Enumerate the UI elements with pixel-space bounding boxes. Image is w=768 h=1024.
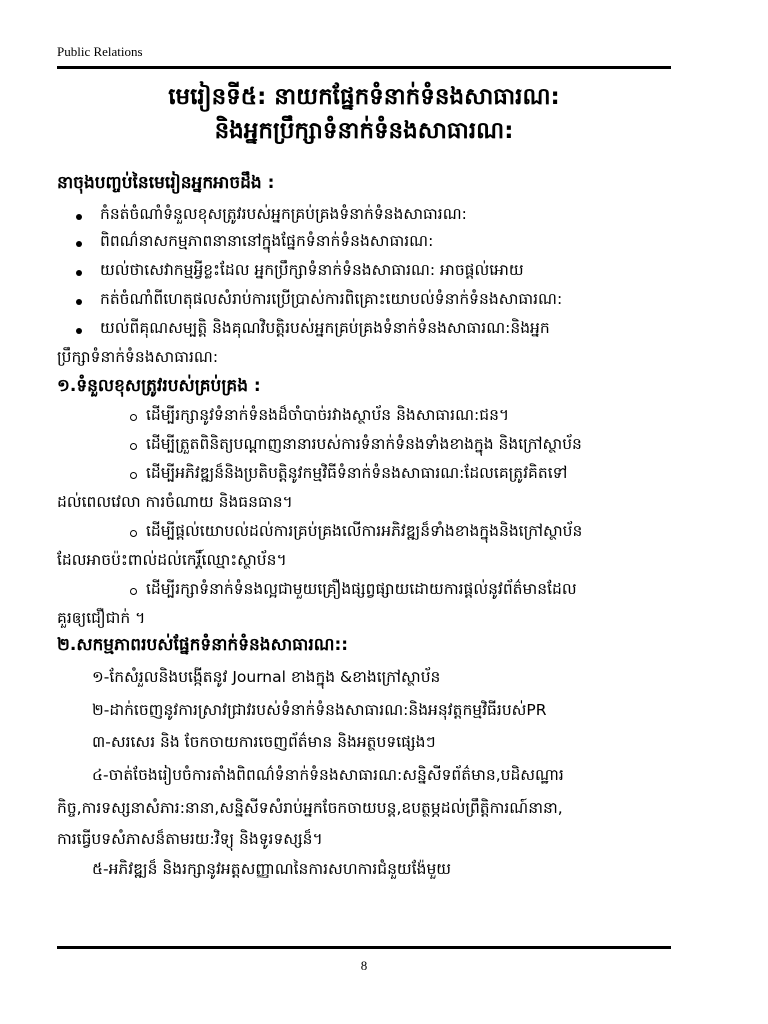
header-rule <box>57 66 671 69</box>
objective-item: យល់ថាសេវាកម្មអ្វីខ្លះដែល អ្នកប្រឹក្សាទំនាក់ទំនងសាធារណ: អាចផ្តល់អោយ <box>100 261 524 279</box>
objective-item: ពិពណ៌នាសកម្មភាពនានានៅក្នុងផ្នែកទំនាក់ទំនងសាធារណ: <box>100 232 434 250</box>
circle-bullet-marker <box>130 414 137 421</box>
objective-continuation: ប្រឹក្សាទំនាក់ទំនងសាធារណ: <box>57 348 219 366</box>
objective-item: កត់ចំណាំពីហេតុផលសំរាប់ការប្រើប្រាស់ការពិគ្រោះយោបល់ទំនាក់ទំនងសាធារណ: <box>100 290 563 308</box>
page-number: 8 <box>360 958 368 973</box>
section-1-heading: ១.ទំនួលខុសត្រូវរបស់គ្រប់គ្រង : <box>57 376 261 396</box>
responsibility-item: ដើម្បីរក្សានូវទំនាក់ទំនងដ៏ចាំបាច់រវាងស្ថាប័ន និងសាធារណ:ជន។ <box>146 406 510 424</box>
bullet-marker <box>76 328 82 334</box>
activity-item: ៤-ចាត់ចែងរៀបចំការតាំងពិពណ៌ទំនាក់ទំនងសាធារណ:សន្និសីទព័ត៌មាន,បដិសណ្ឋារ <box>92 766 564 784</box>
lesson-title-line-1: មេរៀនទី៥: នាយកផ្នែកទំនាក់ទំនងសាធារណ: <box>168 84 560 110</box>
activity-item: ១-កែសំរួលនិងបង្កើតនូវ Journal ខាងក្នុង &ខាងក្រៅស្ថាប័ន <box>92 668 441 686</box>
responsibility-continuation: គួរឲ្យជឿជាក់ ។ <box>57 609 146 627</box>
activity-item: ២-ដាក់ចេញនូវការស្រាវជ្រាវរបស់ទំនាក់ទំនងសាធារណ:និងអនុវត្តកម្មវិធីរបស់PR <box>92 701 547 719</box>
responsibility-item: ដើម្បីរក្សាទំនាក់ទំនងល្អជាមួយគ្រឿងផ្សព្វផ្សាយដោយការផ្តល់នូវព័ត៌មានដែល <box>146 580 577 598</box>
responsibility-item: ដើម្បីផ្តល់យោបល់ដល់ការគ្រប់គ្រងលើការអភិវឌ្ឍន៏ទាំងខាងក្នុងនិងក្រៅស្ថាប័ន <box>146 522 583 540</box>
activity-continuation: ការធ្វើបទសំភាសន៏តាមរយ:វិទ្យុ និងទូរទស្សន៏។ <box>57 830 323 848</box>
responsibility-continuation: ដល់ពេលវេលា ការចំណាយ និងធនធាន។ <box>57 493 293 511</box>
objective-item: កំនត់ចំណាំទំនួលខុសត្រូវរបស់អ្នកគ្រប់គ្រងទំនាក់ទំនងសាធារណ: <box>100 205 467 223</box>
bullet-marker <box>76 270 82 276</box>
activity-continuation: កិច្ច,ការទស្សនាសំភារ:នានា,សន្និសីទសំរាប់អ្នកចែកចាយបន្ត,ឧបត្ថម្ភដល់ព្រឹត្តិការណ៍នានា, <box>57 799 563 817</box>
bullet-marker <box>76 214 82 220</box>
responsibility-continuation: ដែលអាចប៉ះពាល់ដល់កេរ្តិ៍ឈ្មោះស្ថាប័ន។ <box>57 551 287 569</box>
circle-bullet-marker <box>130 443 137 450</box>
running-header: Public Relations <box>57 44 143 59</box>
footer-rule <box>57 946 671 949</box>
activity-item: ៣-សរសេរ និង ចែកចាយការចេញព័ត៌មាន និងអត្ថបទផ្សេងៗ <box>92 733 436 751</box>
circle-bullet-marker <box>130 588 137 595</box>
responsibility-item: ដើម្បីត្រួតពិនិត្យបណ្តាញនានារបស់ការទំនាក់ទំនងទាំងខាងក្នុង និងក្រៅស្ថាប័ន <box>146 435 582 453</box>
lesson-title-line-2: និងអ្នកប្រឹក្សាទំនាក់ទំនងសាធារណ: <box>214 118 514 144</box>
activity-item: ៥-អភិវឌ្ឍន៏ និងរក្សានូវអត្តសញ្ញាណនៃការសហការជំនួយង៉ែមួយ <box>92 860 452 878</box>
bullet-marker <box>76 241 82 247</box>
objectives-heading: នាចុងបញ្ចប់នៃមេរៀនអ្នកអាចដឹង : <box>57 173 275 193</box>
objective-item: យល់ពីគុណសម្បត្តិ និងគុណវិបត្តិរបស់អ្នកគ្រប់គ្រងទំនាក់ទំនងសាធារណ:និងអ្នក <box>100 319 550 337</box>
responsibility-item: ដើម្បីអភិវឌ្ឍន៏និងប្រតិបត្តិនូវកម្មវិធីទំនាក់ទំនងសាធារណ:ដែលគេត្រូវគិតទៅ <box>146 464 568 482</box>
bullet-marker <box>76 299 82 305</box>
circle-bullet-marker <box>130 472 137 479</box>
circle-bullet-marker <box>130 530 137 537</box>
section-2-heading: ២.សកម្មភាពរបស់ផ្នែកទំនាក់ទំនងសាធារណ:: <box>57 635 349 655</box>
